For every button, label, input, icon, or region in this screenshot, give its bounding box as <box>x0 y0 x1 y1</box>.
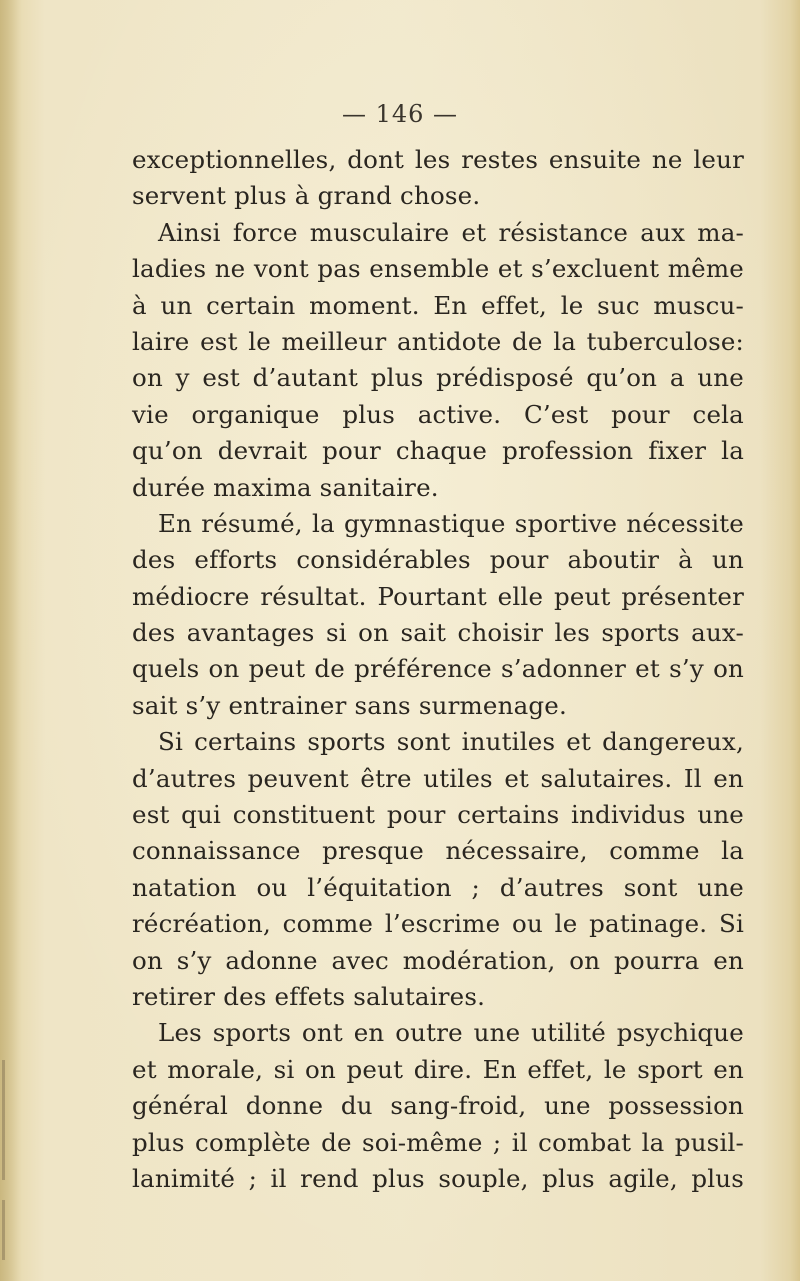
text-line: plus complète de soi-même ; il combat la pusil- <box>132 1127 744 1157</box>
text-line: laire est le meilleur antidote de la tuberculose: <box>132 326 744 356</box>
text-line: et morale, si on peut dire. En effet, le sport en <box>132 1054 744 1084</box>
text-line: quels on peut de préférence s’adonner et s’y on <box>132 654 744 684</box>
text-line: on s’y adonne avec modération, on pourra en <box>132 945 744 975</box>
text-line: vie organique plus active. C’est pour cela <box>132 399 744 429</box>
text-line: d’autres peuvent être utiles et salutaires. Il en <box>132 763 744 793</box>
text-line: général donne du sang-froid, une possession <box>132 1091 744 1121</box>
text-line: des avantages si on sait choisir les sports aux- <box>132 618 744 648</box>
text-line: Si certains sports sont inutiles et dangereux, <box>158 727 744 757</box>
text-line: médiocre résultat. Pourtant elle peut présenter <box>132 581 744 611</box>
text-line: à un certain moment. En effet, le suc muscu- <box>132 290 744 320</box>
text-line: lanimité ; il rend plus souple, plus agile, plus <box>132 1163 744 1193</box>
text-line: sait s’y entrainer sans surmenage. <box>132 690 567 720</box>
text-line: Ainsi force musculaire et résistance aux ma- <box>158 217 744 247</box>
page-edge-mark <box>2 1200 5 1260</box>
text-line: exceptionnelles, dont les restes ensuite ne leur <box>132 145 744 174</box>
text-line: durée maxima sanitaire. <box>132 472 439 502</box>
text-line: connaissance presque nécessaire, comme la <box>132 836 744 866</box>
page-number: — 146 — <box>341 100 459 128</box>
text-line: ladies ne vont pas ensemble et s’excluent même <box>132 254 744 284</box>
page-edge-mark <box>2 1060 5 1180</box>
text-line: Les sports ont en outre une utilité psychique <box>158 1018 744 1048</box>
text-line: est qui constituent pour certains individus une <box>132 800 744 830</box>
body-text <box>132 142 744 1197</box>
text-line: on y est d’autant plus prédisposé qu’on a une <box>132 363 744 393</box>
text-line: En résumé, la gymnastique sportive nécessite <box>158 508 744 538</box>
text-line: servent plus à grand chose. <box>132 181 481 211</box>
text-line: des efforts considérables pour aboutir à un <box>132 545 744 575</box>
text-line: retirer des effets salutaires. <box>132 981 486 1011</box>
text-line: natation ou l’équitation ; d’autres sont une <box>132 872 744 902</box>
text-line: qu’on devrait pour chaque profession fixer la <box>132 436 744 466</box>
text-line: récréation, comme l’escrime ou le patinage. Si <box>132 909 744 939</box>
